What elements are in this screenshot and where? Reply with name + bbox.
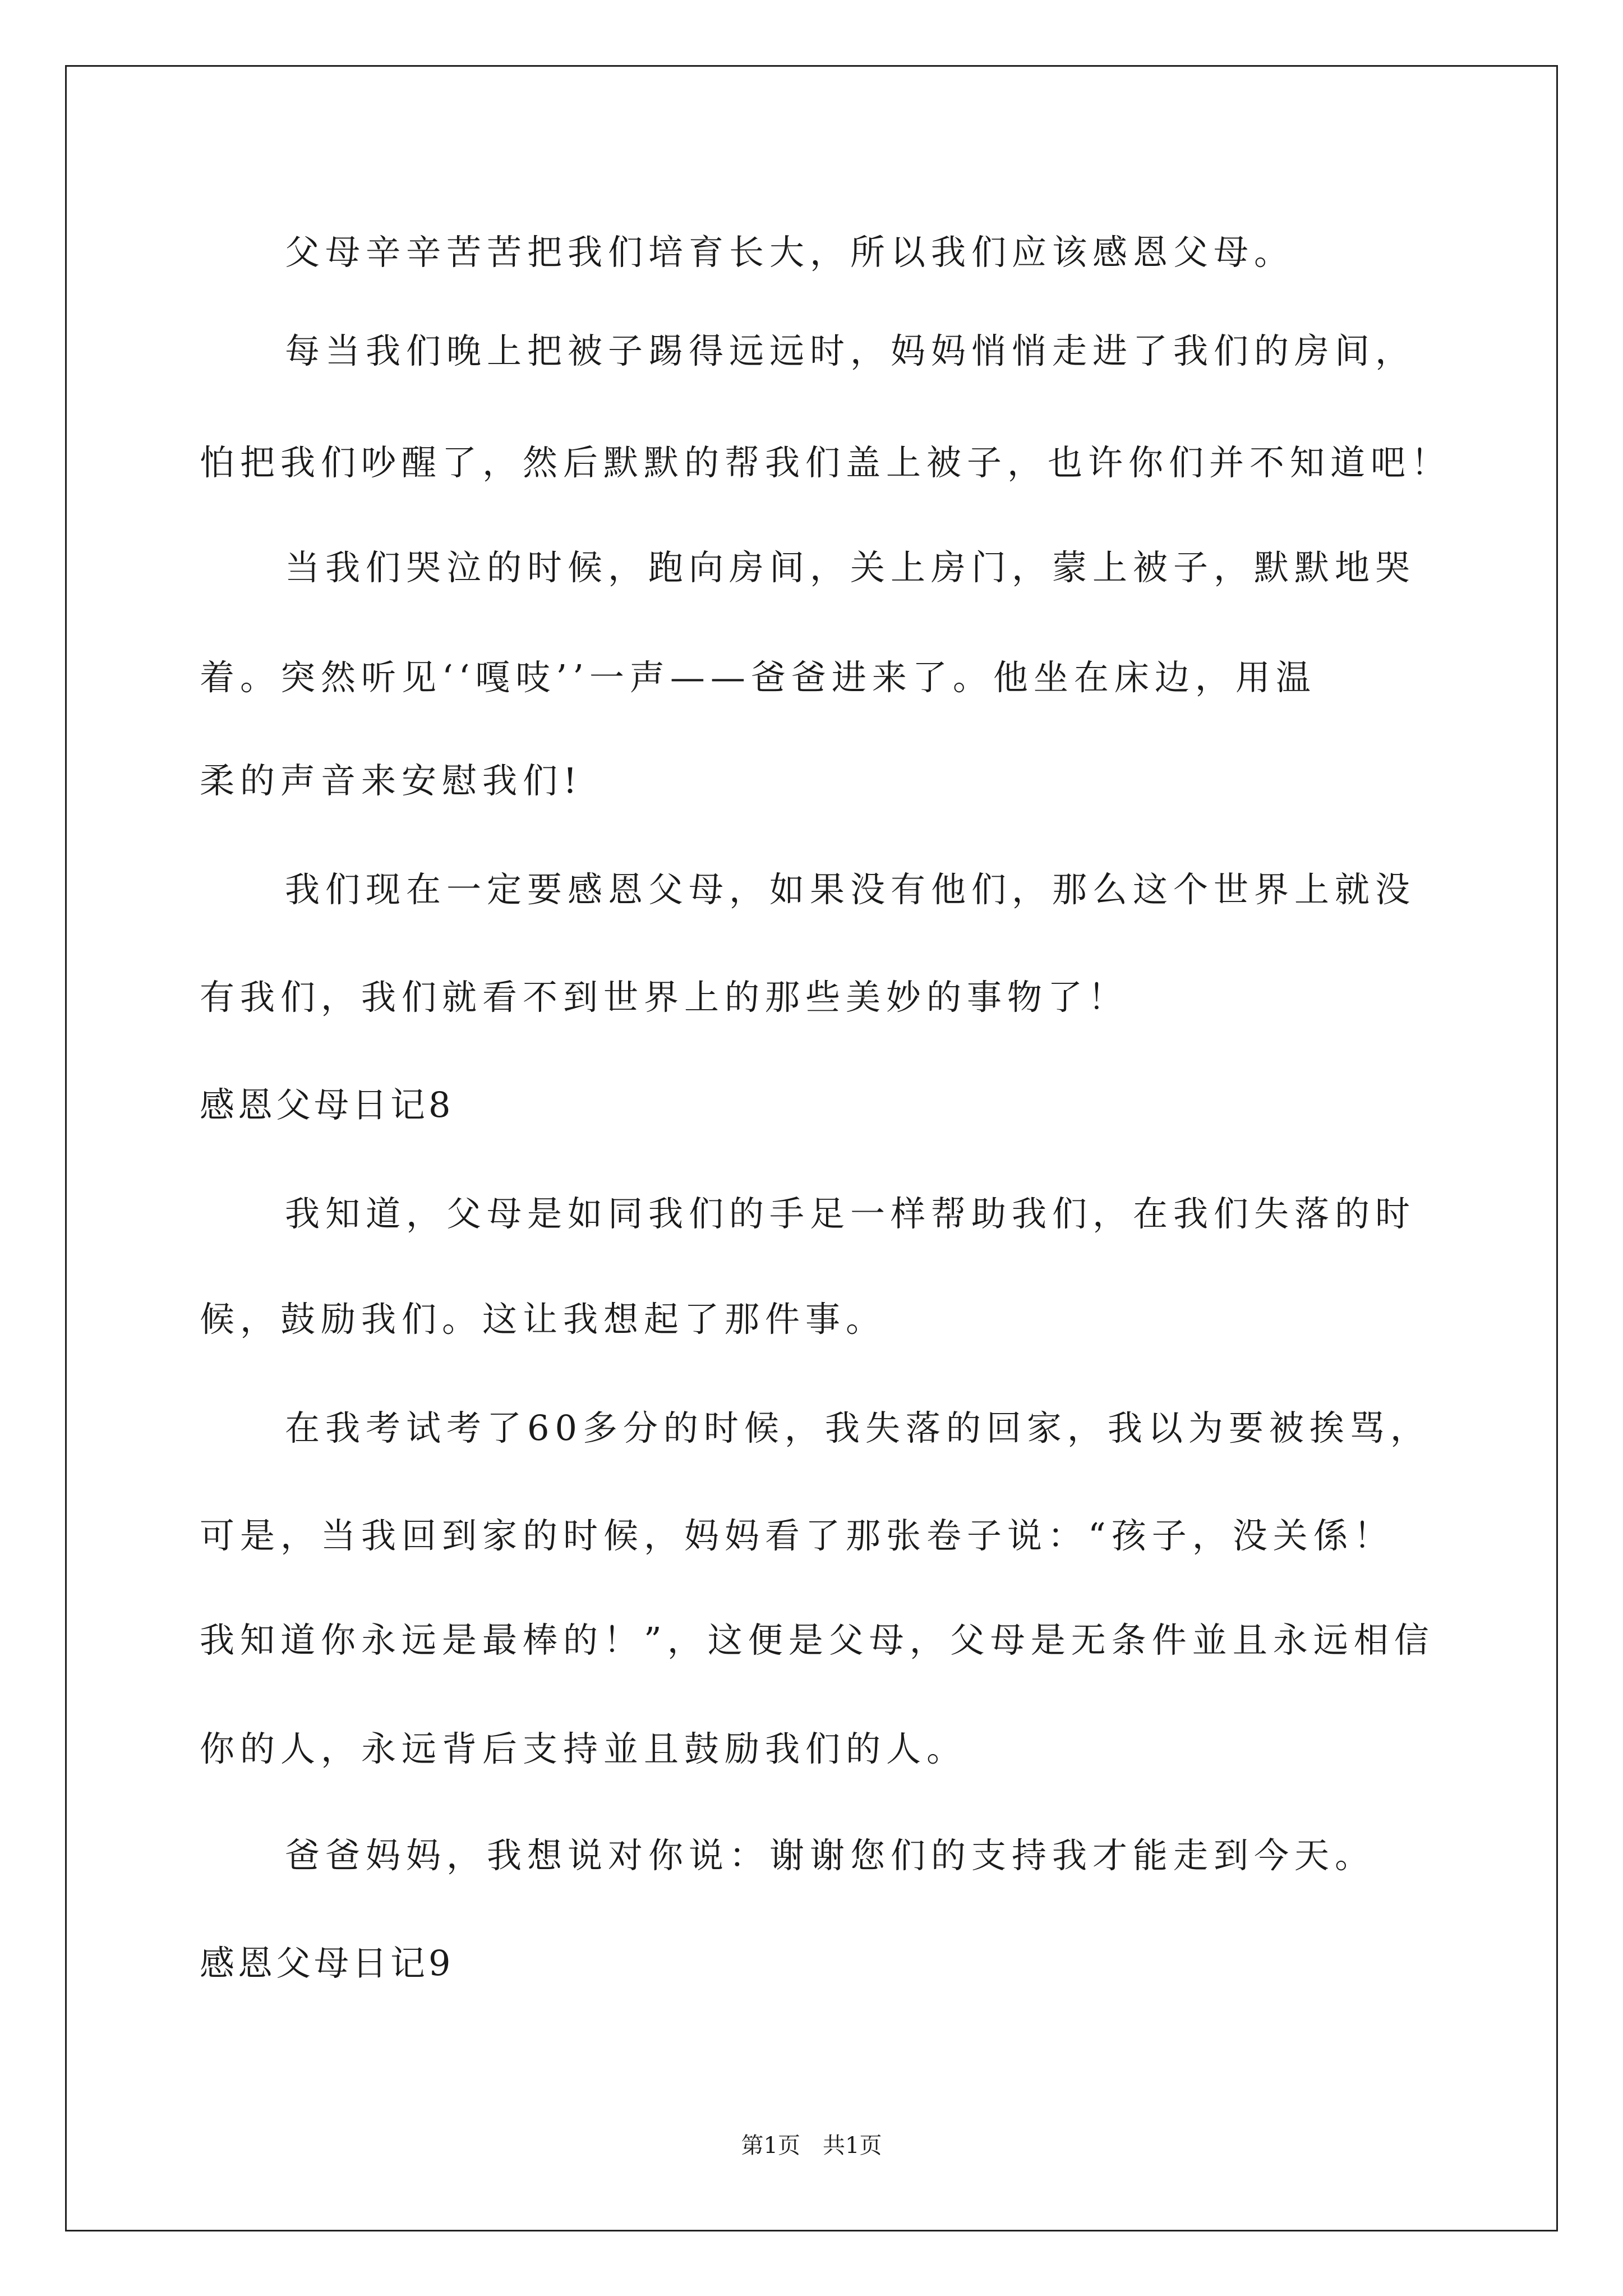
page-total: 共1页: [823, 2133, 882, 2159]
paragraph-line: 柔的声音来安慰我们!: [200, 760, 583, 801]
paragraph-line: 我们现在一定要感恩父母，如果没有他们，那么这个世界上就没: [285, 869, 1416, 910]
paragraph-line: 每当我们晚上把被子踢得远远时，妈妈悄悄走进了我们的房间，: [285, 330, 1416, 371]
paragraph-line: 我知道你永远是最棒的！”，这便是父母，父母是无条件並且永远相信: [200, 1619, 1435, 1660]
paragraph-line: 有我们，我们就看不到世界上的那些美妙的事物了！: [200, 977, 1129, 1018]
paragraph-line: 你的人，永远背后支持並且鼓励我们的人。: [200, 1728, 967, 1769]
section-heading: 感恩父母日记8: [200, 1084, 454, 1125]
paragraph-line: 父母辛辛苦苦把我们培育长大，所以我们应该感恩父母。: [285, 232, 1295, 273]
page-footer: [0, 2132, 1623, 2160]
paragraph-line: 可是，当我回到家的时候，妈妈看了那张卷子说：“孩子，没关係！: [200, 1515, 1394, 1556]
paragraph-line: 候，鼓励我们。这让我想起了那件事。: [200, 1299, 887, 1340]
section-heading: 感恩父母日记9: [200, 1943, 454, 1984]
paragraph-line: 爸爸妈妈，我想说对你说：谢谢您们的支持我才能走到今天。: [285, 1835, 1376, 1876]
paragraph-line: 着。突然听见‘‘嘎吱’’一声——爸爸进来了。他坐在床边，用温: [200, 657, 1316, 698]
paragraph-line: 我知道，父母是如同我们的手足一样帮助我们，在我们失落的时: [285, 1193, 1416, 1234]
paragraph-line: 在我考试考了60多分的时候，我失落的回家，我以为要被挨骂，: [285, 1407, 1431, 1448]
paragraph-line: 怕把我们吵醒了，然后默默的帮我们盖上被子，也许你们并不知道吧！: [200, 442, 1452, 483]
paragraph-line: 当我们哭泣的时候，跑向房间，关上房门，蒙上被子，默默地哭: [285, 547, 1416, 588]
page-border: [65, 65, 1558, 2231]
page-number: 第1页: [741, 2133, 800, 2159]
